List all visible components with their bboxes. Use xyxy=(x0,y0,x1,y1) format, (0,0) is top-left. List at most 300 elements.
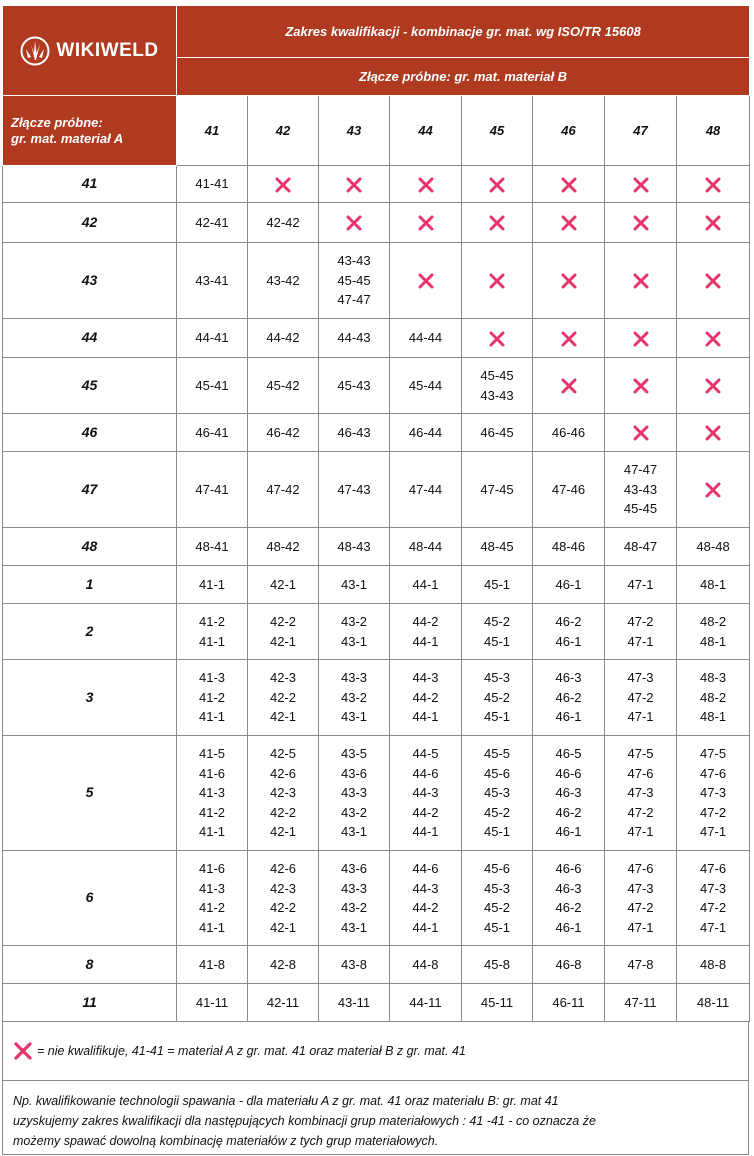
combination-value: 46-3 xyxy=(555,670,582,686)
not-qualified-cell xyxy=(319,203,390,243)
combination-value: 47-5 xyxy=(627,746,654,762)
combination-value: 47-1 xyxy=(627,576,654,592)
combination-value: 48-48 xyxy=(696,538,730,554)
combination-cell xyxy=(248,660,319,736)
combination-value: 47-46 xyxy=(551,481,586,497)
not-qualified-x-icon xyxy=(632,176,650,194)
table-row xyxy=(3,946,750,984)
combination-value: 45-41 xyxy=(195,377,229,393)
not-qualified-x-icon xyxy=(560,176,578,194)
combination-cell xyxy=(462,414,533,452)
combination-value: 47-42 xyxy=(266,481,300,497)
combination-cell xyxy=(605,946,677,984)
combination-value: 45-1 xyxy=(483,633,511,649)
combination-cell xyxy=(390,566,462,604)
combination-value: 45-43 xyxy=(337,377,371,393)
combination-value: 46-42 xyxy=(266,424,300,440)
combination-value: 46-6 xyxy=(555,861,582,876)
combination-value: 41-3 xyxy=(198,785,226,801)
combination-value: 45-8 xyxy=(483,956,511,972)
combination-cell xyxy=(677,946,750,984)
combination-value: 43-43 xyxy=(480,387,514,403)
combination-value: 42-11 xyxy=(266,994,300,1010)
table-row xyxy=(3,358,750,414)
combination-cell xyxy=(677,736,750,851)
combination-value: 43-11 xyxy=(337,994,371,1010)
not-qualified-cell xyxy=(462,319,533,358)
table-row xyxy=(3,166,750,203)
combination-value: 44-2 xyxy=(412,900,439,915)
not-qualified-cell xyxy=(605,358,677,414)
combination-cell xyxy=(462,604,533,660)
row-header-47: 47 xyxy=(3,452,177,528)
combination-value: 46-3 xyxy=(555,785,582,801)
combination-cell xyxy=(462,660,533,736)
combination-value: 45-1 xyxy=(483,824,511,840)
combination-cell xyxy=(319,851,390,946)
not-qualified-x-icon xyxy=(704,481,722,499)
combination-cell xyxy=(605,528,677,566)
combination-value: 46-41 xyxy=(195,424,229,440)
combination-cell xyxy=(533,566,605,604)
combination-value: 47-1 xyxy=(627,824,654,840)
combination-value: 47-2 xyxy=(700,804,727,820)
combination-cell xyxy=(390,414,462,452)
combination-value: 45-6 xyxy=(483,861,511,876)
combination-value: 42-8 xyxy=(269,956,297,972)
combination-value: 46-1 xyxy=(555,709,582,725)
example-line-3: możemy spawać dowolną kombinację materiałów z tych grup materiałowych. xyxy=(13,1134,439,1148)
not-qualified-x-icon xyxy=(417,176,435,194)
combination-cell xyxy=(319,414,390,452)
combination-value: 48-45 xyxy=(480,538,514,554)
combination-cell xyxy=(605,604,677,660)
combination-value: 41-2 xyxy=(198,614,226,629)
table-row xyxy=(3,203,750,243)
combination-value: 48-11 xyxy=(696,994,730,1010)
corner-line-2: gr. mat. materiał A xyxy=(11,130,124,146)
combination-cell xyxy=(677,984,750,1022)
combination-value: 45-2 xyxy=(483,804,511,820)
table-row xyxy=(3,736,750,851)
combination-value: 47-11 xyxy=(624,994,657,1010)
combination-value: 47-3 xyxy=(700,785,727,801)
combination-value: 44-1 xyxy=(412,824,439,840)
not-qualified-cell xyxy=(677,243,750,319)
combination-value: 41-3 xyxy=(198,670,226,686)
combination-value: 47-45 xyxy=(480,481,514,497)
combination-cell xyxy=(319,528,390,566)
combination-value: 47-1 xyxy=(700,919,727,935)
combination-value: 43-8 xyxy=(340,956,368,972)
combination-cell xyxy=(319,984,390,1022)
not-qualified-x-icon xyxy=(13,1041,33,1061)
combination-cell xyxy=(319,736,390,851)
not-qualified-x-icon xyxy=(704,176,722,194)
combination-value: 48-42 xyxy=(266,538,300,554)
combination-cell xyxy=(462,528,533,566)
table-row xyxy=(3,604,750,660)
not-qualified-cell xyxy=(390,166,462,203)
combination-cell xyxy=(605,566,677,604)
combination-value: 47-3 xyxy=(700,880,727,896)
wikiweld-logo xyxy=(3,36,176,66)
combination-value: 42-1 xyxy=(269,633,297,649)
combination-value: 45-45 xyxy=(337,272,371,288)
material-b-subtitle: Złącze próbne: gr. mat. materiał B xyxy=(177,58,750,96)
not-qualified-x-icon xyxy=(488,176,506,194)
combination-value: 43-42 xyxy=(266,272,300,288)
combination-value: 41-1 xyxy=(198,919,226,935)
combination-value: 43-41 xyxy=(195,272,229,288)
combination-cell xyxy=(462,851,533,946)
combination-value: 42-6 xyxy=(269,861,297,876)
combination-value: 43-2 xyxy=(340,900,368,915)
combination-cell xyxy=(390,319,462,358)
combination-value: 41-5 xyxy=(198,746,226,762)
combination-cell xyxy=(177,984,248,1022)
combination-value: 48-1 xyxy=(700,576,727,592)
combination-value: 43-3 xyxy=(340,880,368,896)
combination-cell xyxy=(533,528,605,566)
table-row xyxy=(3,243,750,319)
not-qualified-x-icon xyxy=(560,330,578,348)
combination-value: 47-5 xyxy=(700,746,727,762)
combination-value: 42-3 xyxy=(269,670,297,686)
not-qualified-x-icon xyxy=(488,272,506,290)
table-row xyxy=(3,319,750,358)
combination-cell xyxy=(177,851,248,946)
combination-value: 42-2 xyxy=(269,689,297,705)
combination-value: 45-1 xyxy=(483,576,511,592)
example-line-1: Np. kwalifikowanie technologii spawania - dla materiału A z gr. mat. 41 oraz materiału B: gr. mat 41 xyxy=(13,1094,559,1108)
not-qualified-cell xyxy=(248,166,319,203)
combination-cell xyxy=(390,528,462,566)
not-qualified-cell xyxy=(390,243,462,319)
row-header-46: 46 xyxy=(3,414,177,452)
legend-text: = nie kwalifikuje, 41-41 = materiał A z gr. mat. 41 oraz materiał B z gr. mat. 41 xyxy=(37,1044,466,1058)
not-qualified-x-icon xyxy=(417,214,435,232)
combination-value: 48-47 xyxy=(623,538,658,554)
combination-value: 43-1 xyxy=(340,919,368,935)
not-qualified-x-icon xyxy=(632,330,650,348)
combination-cell xyxy=(248,414,319,452)
combination-cell xyxy=(462,984,533,1022)
combination-cell xyxy=(177,166,248,203)
combination-value: 45-6 xyxy=(483,765,511,781)
combination-value: 41-1 xyxy=(198,633,226,649)
legend-row xyxy=(3,1022,748,1080)
combination-value: 46-11 xyxy=(552,994,585,1010)
combination-value: 47-2 xyxy=(627,614,654,629)
combination-value: 46-2 xyxy=(555,689,582,705)
combination-value: 48-46 xyxy=(551,538,586,554)
combination-cell xyxy=(390,604,462,660)
combination-cell xyxy=(390,946,462,984)
table-row xyxy=(3,414,750,452)
combination-cell xyxy=(177,414,248,452)
corner-line-1: Złącze próbne: xyxy=(11,114,103,130)
combination-value: 47-6 xyxy=(700,861,727,876)
combination-value: 47-2 xyxy=(627,900,654,915)
row-header-8: 8 xyxy=(3,946,177,984)
combination-value: 41-1 xyxy=(198,824,226,840)
combination-value: 42-5 xyxy=(269,746,297,762)
not-qualified-x-icon xyxy=(704,377,722,395)
combination-value: 47-2 xyxy=(700,900,727,915)
table-row xyxy=(3,566,750,604)
combination-value: 46-44 xyxy=(408,424,443,440)
combination-cell xyxy=(462,358,533,414)
combination-value: 44-44 xyxy=(408,330,443,346)
combination-value: 46-1 xyxy=(555,919,582,935)
table-row xyxy=(3,528,750,566)
combination-value: 47-44 xyxy=(408,481,443,497)
combination-cell xyxy=(605,851,677,946)
combination-value: 48-1 xyxy=(700,709,727,725)
combination-value: 44-3 xyxy=(412,785,439,801)
combination-value: 44-41 xyxy=(195,330,229,346)
not-qualified-x-icon xyxy=(345,176,363,194)
not-qualified-x-icon xyxy=(488,330,506,348)
combination-cell xyxy=(677,604,750,660)
combination-value: 48-2 xyxy=(700,689,727,705)
combination-value: 48-43 xyxy=(337,538,371,554)
not-qualified-cell xyxy=(462,243,533,319)
combination-value: 45-2 xyxy=(483,900,511,915)
combination-value: 43-1 xyxy=(340,633,368,649)
combination-value: 47-1 xyxy=(627,919,654,935)
row-header-1: 1 xyxy=(3,566,177,604)
combination-cell xyxy=(248,736,319,851)
combination-value: 41-2 xyxy=(198,804,226,820)
combination-value: 44-1 xyxy=(412,576,439,592)
combination-value: 42-42 xyxy=(266,214,300,230)
combination-cell xyxy=(177,604,248,660)
not-qualified-cell xyxy=(677,319,750,358)
qualification-sheet xyxy=(2,5,749,1155)
combination-value: 44-2 xyxy=(412,614,439,629)
combination-value: 43-3 xyxy=(340,785,368,801)
column-header-48: 48 xyxy=(677,96,750,166)
combination-value: 47-3 xyxy=(627,880,654,896)
combination-value: 42-3 xyxy=(269,880,297,896)
combination-value: 45-2 xyxy=(483,689,511,705)
not-qualified-x-icon xyxy=(704,330,722,348)
combination-cell xyxy=(319,566,390,604)
combination-cell xyxy=(390,851,462,946)
combination-value: 41-2 xyxy=(198,900,226,915)
not-qualified-x-icon xyxy=(560,272,578,290)
row-header-44: 44 xyxy=(3,319,177,358)
combination-cell xyxy=(177,452,248,528)
combination-value: 44-8 xyxy=(412,956,439,972)
combination-value: 44-11 xyxy=(409,994,442,1010)
not-qualified-x-icon xyxy=(704,424,722,442)
combination-value: 48-41 xyxy=(195,538,229,554)
row-header-43: 43 xyxy=(3,243,177,319)
not-qualified-cell xyxy=(533,319,605,358)
combination-cell xyxy=(177,736,248,851)
combination-value: 47-1 xyxy=(627,709,654,725)
combination-value: 42-1 xyxy=(269,709,297,725)
not-qualified-cell xyxy=(605,319,677,358)
logo-text: WIKIWELD xyxy=(56,39,159,61)
combination-cell xyxy=(319,452,390,528)
combination-cell xyxy=(533,736,605,851)
not-qualified-cell xyxy=(533,243,605,319)
combination-value: 43-43 xyxy=(337,253,371,269)
combination-value: 41-11 xyxy=(195,994,229,1010)
not-qualified-x-icon xyxy=(488,214,506,232)
combination-value: 44-5 xyxy=(412,746,439,762)
combination-cell xyxy=(319,358,390,414)
spark-logo-icon xyxy=(20,36,50,66)
combination-cell xyxy=(533,984,605,1022)
row-header-45: 45 xyxy=(3,358,177,414)
combination-value: 46-6 xyxy=(555,765,582,781)
combination-value: 45-44 xyxy=(408,377,443,393)
not-qualified-x-icon xyxy=(704,272,722,290)
combination-value: 48-2 xyxy=(700,614,727,629)
combination-value: 42-1 xyxy=(269,919,297,935)
row-header-11: 11 xyxy=(3,984,177,1022)
combination-value: 45-45 xyxy=(480,368,514,383)
combination-value: 47-6 xyxy=(700,765,727,781)
combination-cell xyxy=(390,358,462,414)
combination-cell xyxy=(248,851,319,946)
combination-cell xyxy=(248,358,319,414)
combination-value: 45-3 xyxy=(483,785,511,801)
combination-value: 48-44 xyxy=(408,538,443,554)
not-qualified-x-icon xyxy=(274,176,292,194)
row-header-2: 2 xyxy=(3,604,177,660)
combination-value: 43-5 xyxy=(340,746,368,762)
combination-value: 43-1 xyxy=(340,576,368,592)
not-qualified-cell xyxy=(605,414,677,452)
combination-value: 45-3 xyxy=(483,880,511,896)
not-qualified-cell xyxy=(462,203,533,243)
combination-cell xyxy=(462,736,533,851)
combination-value: 46-45 xyxy=(480,424,514,440)
combination-value: 43-2 xyxy=(340,689,368,705)
not-qualified-x-icon xyxy=(345,214,363,232)
combination-value: 41-2 xyxy=(198,689,226,705)
combination-value: 47-43 xyxy=(337,481,371,497)
not-qualified-x-icon xyxy=(632,424,650,442)
combination-value: 44-3 xyxy=(412,880,439,896)
not-qualified-cell xyxy=(677,452,750,528)
combination-cell xyxy=(390,660,462,736)
row-header-6: 6 xyxy=(3,851,177,946)
column-header-45: 45 xyxy=(462,96,533,166)
combination-value: 43-2 xyxy=(340,804,368,820)
combination-cell xyxy=(248,528,319,566)
combination-cell xyxy=(248,452,319,528)
combination-value: 45-3 xyxy=(483,670,511,686)
combination-cell xyxy=(177,319,248,358)
combination-value: 46-1 xyxy=(555,824,582,840)
row-header-42: 42 xyxy=(3,203,177,243)
column-header-44: 44 xyxy=(390,96,462,166)
not-qualified-x-icon xyxy=(704,214,722,232)
combination-cell xyxy=(248,203,319,243)
row-header-3: 3 xyxy=(3,660,177,736)
combination-cell xyxy=(533,946,605,984)
qualification-table xyxy=(2,5,750,1022)
combination-value: 47-41 xyxy=(195,481,229,497)
table-row xyxy=(3,851,750,946)
combination-cell xyxy=(462,452,533,528)
not-qualified-cell xyxy=(390,203,462,243)
combination-value: 42-2 xyxy=(269,900,297,915)
combination-value: 45-11 xyxy=(480,994,514,1010)
combination-cell xyxy=(462,566,533,604)
combination-cell xyxy=(605,452,677,528)
combination-value: 46-2 xyxy=(555,804,582,820)
combination-value: 45-2 xyxy=(483,614,511,629)
page-title: Zakres kwalifikacji - kombinacje gr. mat. wg ISO/TR 15608 xyxy=(177,6,750,58)
combination-value: 45-1 xyxy=(483,709,511,725)
combination-value: 47-3 xyxy=(627,785,654,801)
combination-cell xyxy=(177,660,248,736)
combination-value: 42-41 xyxy=(195,214,229,230)
combination-cell xyxy=(248,984,319,1022)
combination-cell xyxy=(248,566,319,604)
combination-value: 43-3 xyxy=(340,670,368,686)
combination-value: 48-1 xyxy=(700,633,727,649)
combination-value: 41-6 xyxy=(198,861,226,876)
combination-value: 46-2 xyxy=(555,614,582,629)
combination-cell xyxy=(677,851,750,946)
combination-value: 42-6 xyxy=(269,765,297,781)
combination-value: 41-3 xyxy=(198,880,226,896)
combination-value: 46-8 xyxy=(555,956,582,972)
combination-value: 47-1 xyxy=(700,824,727,840)
combination-cell xyxy=(677,566,750,604)
not-qualified-cell xyxy=(677,358,750,414)
combination-value: 45-45 xyxy=(623,501,658,517)
combination-value: 42-2 xyxy=(269,614,297,629)
combination-value: 42-1 xyxy=(269,576,297,592)
combination-value: 43-2 xyxy=(340,614,368,629)
combination-value: 46-5 xyxy=(555,746,582,762)
legend-box xyxy=(2,1022,749,1155)
not-qualified-cell xyxy=(533,203,605,243)
combination-value: 42-2 xyxy=(269,804,297,820)
not-qualified-cell xyxy=(462,166,533,203)
combination-cell xyxy=(533,604,605,660)
combination-value: 44-43 xyxy=(337,330,371,346)
row-header-48: 48 xyxy=(3,528,177,566)
combination-value: 47-47 xyxy=(623,462,658,478)
combination-value: 44-1 xyxy=(412,709,439,725)
table-row xyxy=(3,660,750,736)
not-qualified-cell xyxy=(533,358,605,414)
combination-cell xyxy=(677,660,750,736)
combination-cell xyxy=(177,203,248,243)
combination-value: 48-3 xyxy=(700,670,727,686)
logo-cell xyxy=(3,6,177,96)
combination-value: 41-1 xyxy=(198,576,226,592)
table-row xyxy=(3,452,750,528)
combination-value: 45-1 xyxy=(483,919,511,935)
combination-cell xyxy=(248,604,319,660)
not-qualified-cell xyxy=(605,243,677,319)
combination-value: 42-1 xyxy=(269,824,297,840)
combination-value: 42-3 xyxy=(269,785,297,801)
combination-value: 44-42 xyxy=(266,330,300,346)
